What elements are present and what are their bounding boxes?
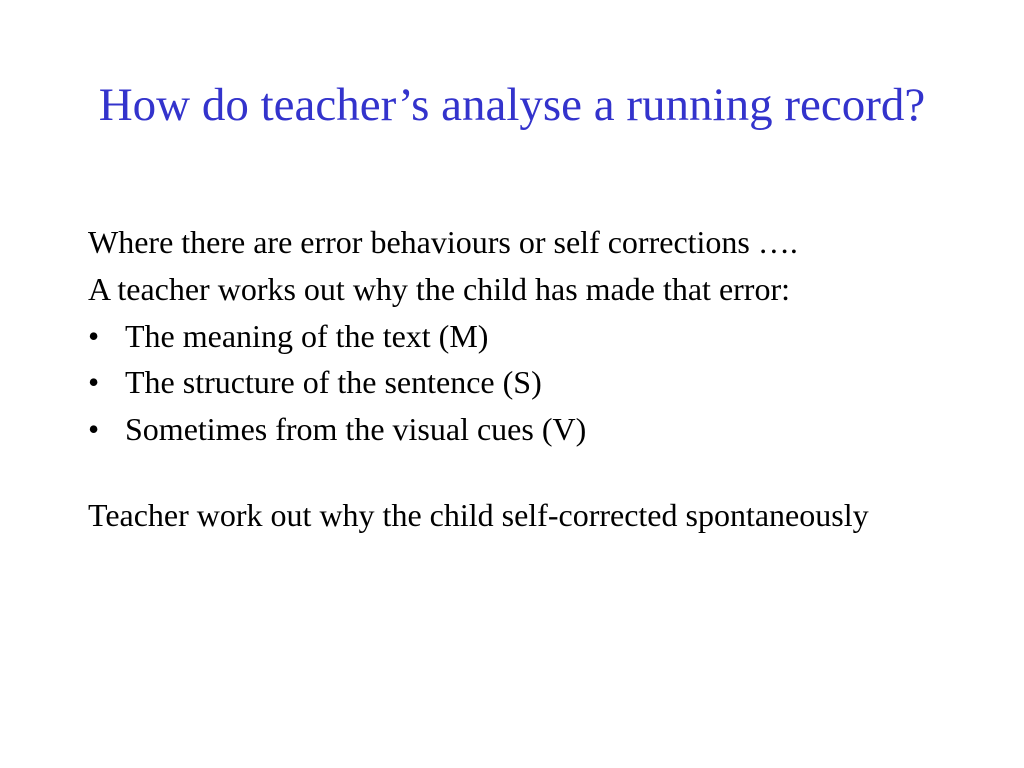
bullet-visual [88, 411, 948, 449]
bullet-meaning [88, 318, 948, 356]
bullet-text: The meaning of the text (M) [125, 317, 489, 354]
blank-line [88, 458, 948, 497]
bullet-mark: • [88, 411, 100, 447]
bullet-mark: • [88, 364, 100, 401]
bullet-structure [88, 364, 948, 402]
bullet-text: Sometimes from the visual cues (V) [125, 411, 587, 447]
body-paragraph-error-behaviours: Where there are error behaviours or self corrections …. [88, 224, 798, 260]
body-paragraph-teacher-works-out: A teacher works out why the child has made that error: [88, 270, 790, 307]
slide-title: How do teacher’s analyse a running record? [98, 79, 926, 131]
body-paragraph-self-corrected: Teacher work out why the child self-corrected spontaneously [88, 496, 869, 533]
bullet-text: The structure of the sentence (S) [125, 364, 542, 401]
bullet-mark: • [88, 317, 100, 354]
slide-body [88, 224, 948, 544]
